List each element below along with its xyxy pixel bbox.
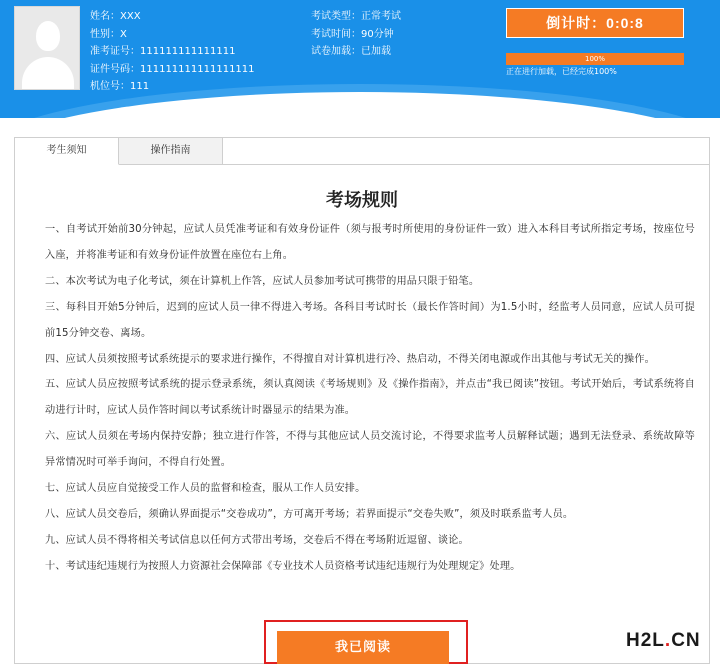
load-progress-bar xyxy=(506,53,684,65)
exam-header xyxy=(0,0,720,118)
load-progress-text: 100% xyxy=(584,55,605,63)
rule-item: 一、自考试开始前30分钟起，应试人员凭准考证和有效身份证件（须与报考时所使用的身份证件一致）进入本科目考试所指定考场，按座位号入座，并将准考证和有效身份证件放置在座位右上角。 xyxy=(45,224,695,261)
rule-item: 七、应试人员应自觉接受工作人员的监督和检查，服从工作人员安排。 xyxy=(45,483,366,495)
paper-load-status: 试卷加载：已加载 xyxy=(311,46,391,57)
page-title: 考场规则 xyxy=(326,190,398,211)
watermark-dot: . xyxy=(664,630,672,651)
exam-info xyxy=(311,8,401,61)
i-have-read-button[interactable]: 我已阅读 xyxy=(277,631,449,664)
notice-panel xyxy=(14,137,710,664)
rule-item: 八、应试人员交卷后，须确认界面提示“交卷成功”，方可离开考场；若界面提示“交卷失败”，须及时联系监考人员。 xyxy=(45,508,574,520)
watermark-part1: H2L xyxy=(626,630,665,651)
rule-item: 四、应试人员须按照考试系统提示的要求进行操作，不得擅自对计算机进行冷、热启动，不得关闭电源或作出其他与考试无关的操作。 xyxy=(45,353,655,365)
countdown-timer: 倒计时：0:0:8 xyxy=(506,8,684,38)
rule-item: 九、应试人员不得将相关考试信息以任何方式带出考场，交卷后不得在考场附近逗留、谈论。 xyxy=(45,534,469,546)
rules-list xyxy=(45,217,695,580)
rule-item: 十、考试违纪违规行为按照人力资源社会保障部《专业技术人员资格考试违纪违规行为处理规定》处理。 xyxy=(45,560,521,572)
rule-item: 二、本次考试为电子化考试，须在计算机上作答，应试人员参加考试可携带的用品只限于铅笔。 xyxy=(45,275,480,287)
avatar-head xyxy=(36,21,60,51)
tab-divider xyxy=(223,164,709,165)
exam-type: 考试类型：正常考试 xyxy=(311,11,401,22)
candidate-gender: 性别：X xyxy=(90,28,127,40)
rule-item: 五、应试人员应按照考试系统的提示登录系统，须认真阅读《考场规则》及《操作指南》，并点击“我已阅读”按钮。考试开始后，考试系统将自动进行计时，应试人员作答时间以考试系统计时器显示的结果为准。 xyxy=(45,379,695,417)
candidate-avatar-icon xyxy=(14,6,80,90)
watermark-part2: CN xyxy=(671,630,701,651)
load-progress-status: 正在进行加载，已经完成100% xyxy=(506,67,617,76)
candidate-machine-number: 机位号：111 xyxy=(90,81,150,92)
avatar-body xyxy=(22,57,74,90)
candidate-info xyxy=(90,8,255,96)
site-watermark xyxy=(626,630,718,660)
tab-operation-guide[interactable]: 操作指南 xyxy=(119,138,223,165)
candidate-name: 姓名：XXX xyxy=(90,11,141,22)
candidate-id-number: 证件号码：111111111111111111 xyxy=(90,63,255,75)
tab-candidate-notice[interactable]: 考生须知 xyxy=(15,138,119,165)
candidate-ticket-number: 准考证号：111111111111111 xyxy=(90,46,236,57)
rule-item: 三、每科目开始5分钟后，迟到的应试人员一律不得进入考场。各科目考试时长（最长作答时间）为1.5小时，经监考人员同意，应试人员可提前15分钟交卷、离场。 xyxy=(45,301,695,339)
exam-duration: 考试时间：90分钟 xyxy=(311,28,394,40)
rule-item: 六、应试人员须在考场内保持安静；独立进行作答，不得与其他应试人员交流讨论，不得要求监考人员解释试题；遇到无法登录、系统故障等异常情况时可举手询问，不得自行处置。 xyxy=(45,431,695,469)
